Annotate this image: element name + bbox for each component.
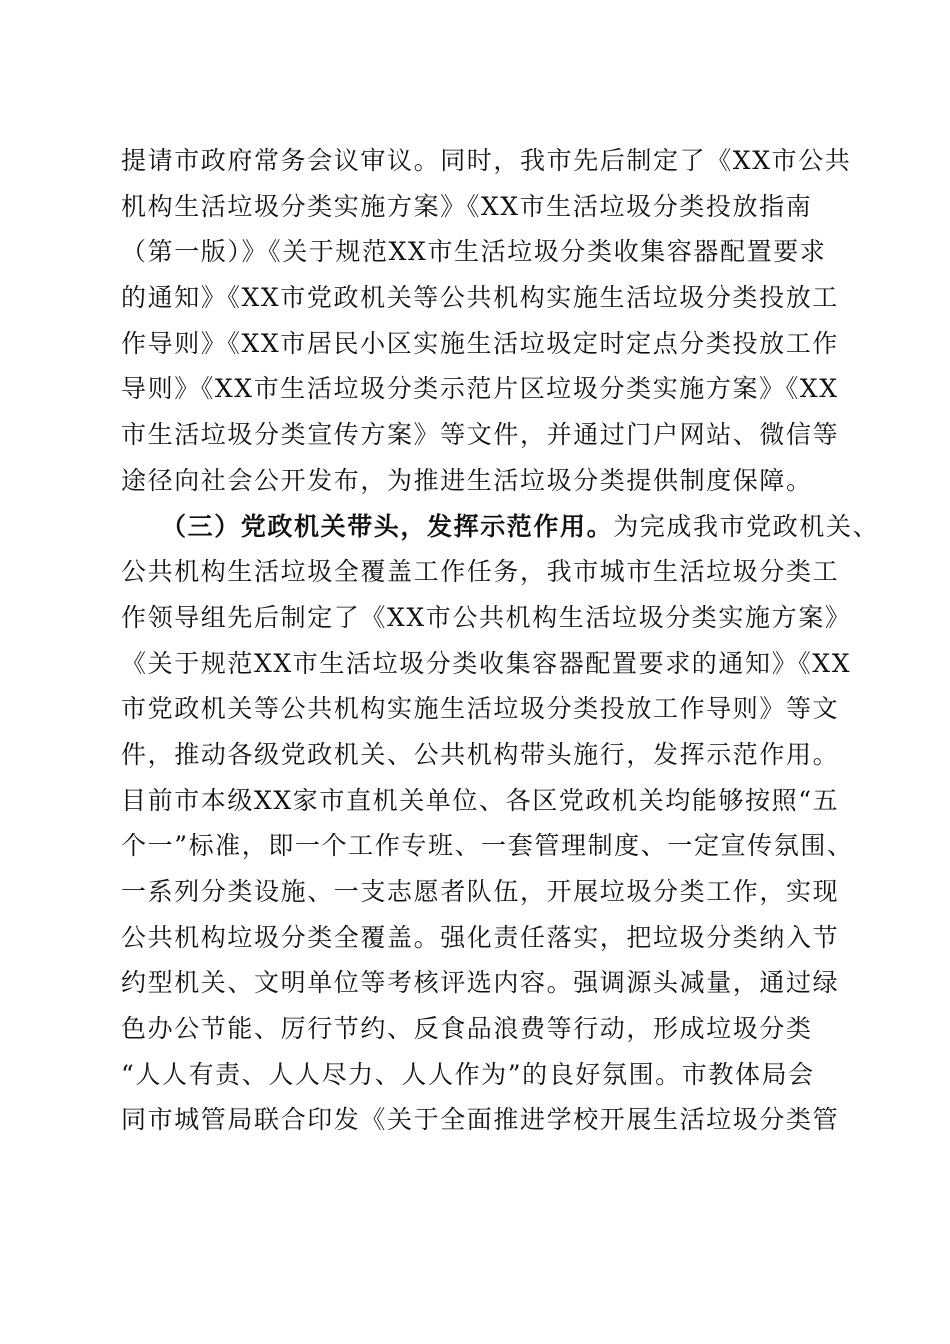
text-line: 目前市本级XX家市直机关单位、各区党政机关均能够按照“五	[121, 785, 840, 815]
text-line: 提请市政府常务会议审议。同时，我市先后制定了《XX市公共	[121, 146, 852, 175]
text-line: 途径向社会公开发布，为推进生活垃圾分类提供制度保障。	[121, 465, 813, 495]
text-line: 机构生活垃圾分类实施方案》《XX市生活垃圾分类投放指南	[121, 191, 813, 221]
text-line: 同市城管局联合印发《关于全面推进学校开展生活垃圾分类管	[121, 1105, 840, 1135]
text-line: 个一”标准，即一个工作专班、一套管理制度、一定宣传氛围、	[121, 831, 854, 861]
text-line: 导则》《XX市生活垃圾分类示范片区垃圾分类实施方案》《XX	[121, 374, 839, 404]
text-line: “人人有责、人人尽力、人人作为”的良好氛围。市教体局会	[121, 1059, 815, 1089]
section-first-line	[121, 504, 880, 550]
text-line: 作导则》《XX市居民小区实施生活垃圾定时定点分类投放工作	[121, 328, 839, 358]
text-line: 市生活垃圾分类宣传方案》等文件，并通过门户网站、微信等	[121, 420, 840, 450]
text-line: 约型机关、文明单位等考核评选内容。强调源头减量，通过绿	[121, 968, 840, 998]
text-line: 公共机构生活垃圾全覆盖工作任务，我市城市生活垃圾分类工	[121, 557, 840, 587]
text-line: 公共机构垃圾分类全覆盖。强化责任落实，把垃圾分类纳入节	[121, 922, 840, 952]
text-line: 《关于规范XX市生活垃圾分类收集容器配置要求的通知》《XX	[121, 648, 852, 678]
text-line: 色办公节能、厉行节约、反食品浪费等行动，形成垃圾分类	[121, 1014, 813, 1044]
text-line: 作领导组先后制定了《XX市公共机构生活垃圾分类实施方案》	[121, 602, 852, 632]
section-heading: （三）党政机关带头，发挥示范作用。	[161, 511, 614, 541]
body-text	[121, 138, 880, 1143]
text-line: （第一版）》《关于规范XX市生活垃圾分类收集容器配置要求	[121, 237, 827, 267]
text-line: 市党政机关等公共机构实施生活垃圾分类投放工作导则》等文	[121, 694, 840, 724]
text-line: 件，推动各级党政机关、公共机构带头施行，发挥示范作用。	[121, 739, 840, 769]
text-line: 的通知》《XX市党政机关等公共机构实施生活垃圾分类投放工	[121, 283, 839, 313]
section-first-line-rest: 为完成我市党政机关、	[613, 511, 880, 541]
text-line: 一系列分类设施、一支志愿者队伍，开展垃圾分类工作，实现	[121, 877, 840, 906]
